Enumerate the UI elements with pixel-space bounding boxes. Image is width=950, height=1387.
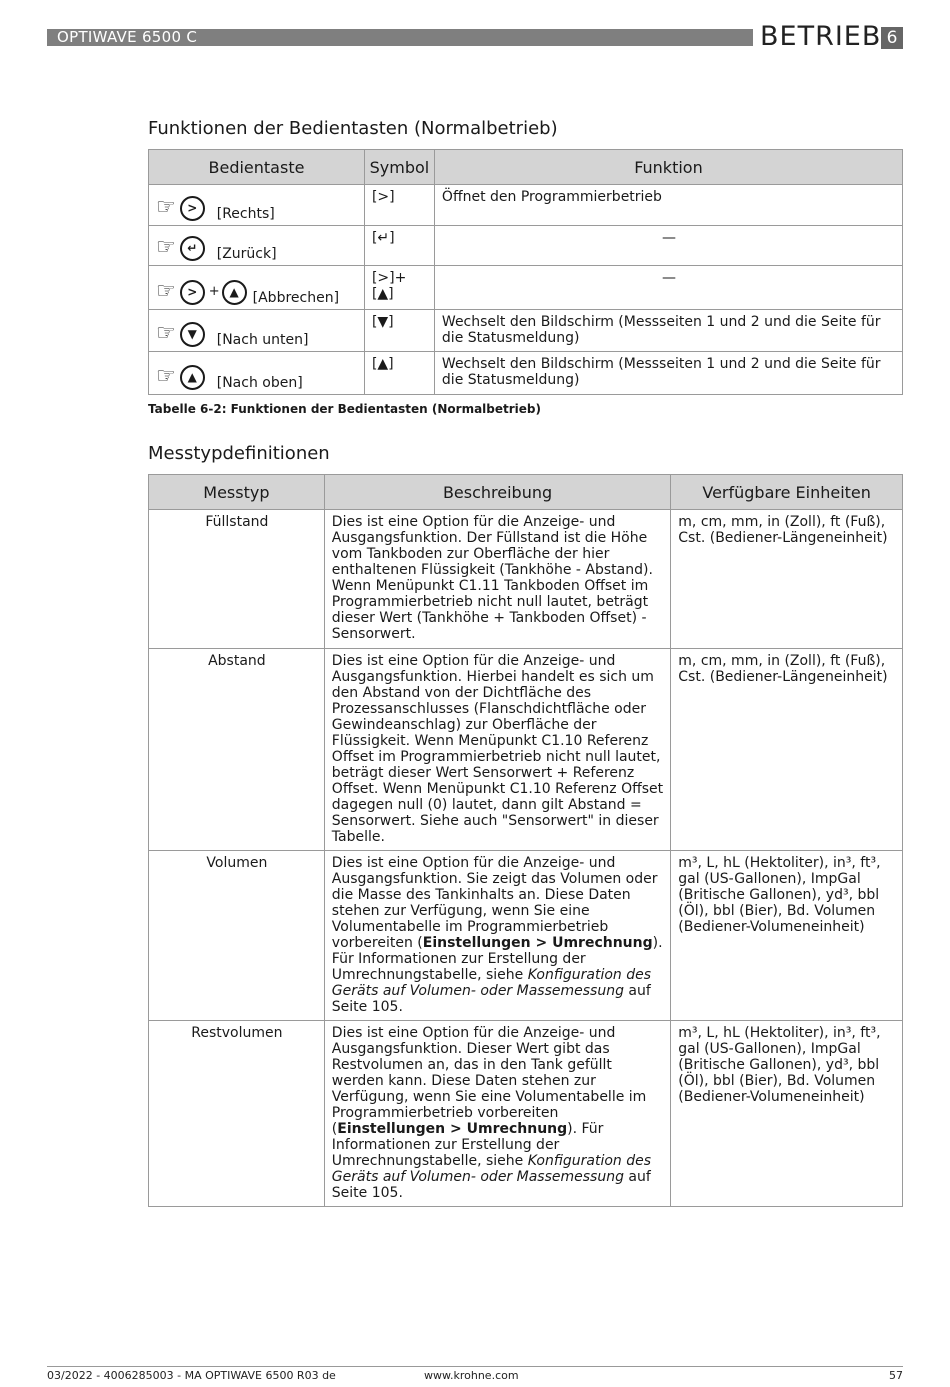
key-label: [Abbrechen] [252,290,340,306]
table-row [149,352,903,395]
enter-icon: ↵ [180,236,205,261]
footer-doc-id: 03/2022 - 4006285003 - MA OPTIWAVE 6500 R03 de [47,1369,336,1382]
key-cell [149,266,365,310]
description-cell: Dies ist eine Option für die Anzeige- und Ausgangsfunktion. Hierbei handelt es sich um den Abstand von der Dichtfläche des Prozessanschlusses (Flanschdichtfläche oder Gewindeanschlag) zur Oberfläche der Flüssigkeit. Wenn Menüpunkt C1.10 Referenz Offset im Programmierbetrieb nicht null lautet, beträgt dieser Wert Sensorwert + Referenz Offset. Wenn Menüpunkt C1.10 Referenz Offset dagegen null (0) lautet, dann gilt Abstand = Sensorwert. Siehe auch "Sensorwert" in dieser Tabelle. [324,649,670,851]
table-row [149,226,903,266]
menu-path: Einstellungen > Umrechnung [337,1121,568,1137]
column-header: Verfügbare Einheiten [671,475,903,510]
down-icon: ▼ [180,322,205,347]
column-header: Beschreibung [324,475,670,510]
function-cell: Öffnet den Programmierbetrieb [434,185,902,226]
footer-website[interactable]: www.krohne.com [424,1369,519,1382]
header-product: OPTIWAVE 6500 C [47,29,753,46]
key-cell [149,226,365,266]
units-cell: m, cm, mm, in (Zoll), ft (Fuß), Cst. (Bediener-Längeneinheit) [671,649,903,851]
type-cell: Abstand [149,649,325,851]
table-row [149,310,903,352]
up-icon: ▲ [222,280,247,305]
column-header: Messtyp [149,475,325,510]
cross-reference: Konfiguration des Geräts auf Volumen- oder Massemessung [331,1153,652,1185]
symbol-cell: [>] [364,185,434,226]
type-cell: Füllstand [149,510,325,649]
chapter-title: BETRIEB [760,21,882,52]
type-cell: Volumen [149,851,325,1021]
table-row [149,1021,903,1207]
plus-sign: + [208,284,220,299]
description-text: Dies ist eine Option für die Anzeige- und Ausgangsfunktion. Sie zeigt das Volumen oder die Masse des Tankinhalts an. Diese Daten stehen zur Verfügung, wenn Sie eine Volumentabelle im Programmierbetrieb vorbereiten ( [331,855,658,951]
key-cell [149,352,365,395]
key-label: [Rechts] [216,206,275,222]
type-cell: Restvolumen [149,1021,325,1207]
symbol-cell: [↵] [364,226,434,266]
key-label: [Nach oben] [216,375,303,391]
description-cell [324,1021,670,1207]
function-cell: Wechselt den Bildschirm (Messseiten 1 und 2 und die Seite für die Statusmeldung) [434,352,902,395]
table-row [149,851,903,1021]
function-cell: — [434,226,902,266]
footer-divider [47,1366,903,1367]
key-cell [149,310,365,352]
column-header: Funktion [434,150,902,185]
chapter-number: 6 [881,27,903,49]
section-title-keys: Funktionen der Bedientasten (Normalbetrieb) [148,118,558,139]
keys-table [148,149,903,395]
table-row [149,510,903,649]
units-cell: m³, L, hL (Hektoliter), in³, ft³, gal (US-Gallonen), ImpGal (Britische Gallonen), yd³, bbl (Öl), bbl (Bier), Bd. Volumen (Bediener-Volumeneinheit) [671,1021,903,1207]
description-text: Dies ist eine Option für die Anzeige- und Ausgangsfunktion. Dieser Wert gibt das Restvolumen an, das in den Tank gefüllt werden kann. Diese Daten stehen zur Verfügung, wenn Sie eine Volumentabelle im Programmierbetrieb vorbereiten ( [331,1025,647,1137]
description-text: ). Für Informationen zur Erstellung der Umrechnungstabelle, siehe [331,935,663,983]
cross-reference: Konfiguration des Geräts auf Volumen- oder Massemessung [331,967,652,999]
table-caption: Tabelle 6-2: Funktionen der Bedientasten (Normalbetrieb) [148,402,542,416]
right-icon: > [180,280,205,305]
column-header: Bedientaste [149,150,365,185]
units-cell: m³, L, hL (Hektoliter), in³, ft³, gal (US-Gallonen), ImpGal (Britische Gallonen), yd³, bbl (Öl), bbl (Bier), Bd. Volumen (Bediener-Volumeneinheit) [671,851,903,1021]
function-cell: — [434,266,902,310]
description-text: auf Seite 105. [331,983,651,1015]
measurement-types-table [148,474,903,1207]
table-row [149,649,903,851]
key-cell [149,185,365,226]
units-cell: m, cm, mm, in (Zoll), ft (Fuß), Cst. (Bediener-Längeneinheit) [671,510,903,649]
description-cell: Dies ist eine Option für die Anzeige- und Ausgangsfunktion. Der Füllstand ist die Höhe vom Tankboden zur Oberfläche der hier enthaltenen Flüssigkeit (Tankhöhe - Abstand). Wenn Menüpunkt C1.11 Tankboden Offset im Programmierbetrieb nicht null lautet, beträgt dieser Wert (Tankhöhe + Tankboden Offset) - Sensorwert. [324,510,670,649]
description-text: auf Seite 105. [331,1169,651,1201]
pointing-hand-icon: ☞ [156,321,176,346]
menu-path: Einstellungen > Umrechnung [422,935,653,951]
description-cell [324,851,670,1021]
up-icon: ▲ [180,365,205,390]
table-header-row [149,150,903,185]
function-cell: Wechselt den Bildschirm (Messseiten 1 und 2 und die Seite für die Statusmeldung) [434,310,902,352]
section-title-measurement-types: Messtypdefinitionen [148,443,330,464]
symbol-cell: [▼] [364,310,434,352]
symbol-cell: [▲] [364,352,434,395]
key-label: [Zurück] [216,246,277,262]
page-number: 57 [889,1369,903,1382]
description-text: ). Für Informationen zur Erstellung der Umrechnungstabelle, siehe [331,1121,604,1169]
key-label: [Nach unten] [216,332,309,348]
table-row [149,266,903,310]
symbol-cell: [>]+[▲] [364,266,434,310]
pointing-hand-icon: ☞ [156,279,176,304]
pointing-hand-icon: ☞ [156,235,176,260]
pointing-hand-icon: ☞ [156,364,176,389]
table-row [149,185,903,226]
right-icon: > [180,196,205,221]
column-header: Symbol [364,150,434,185]
table-header-row [149,475,903,510]
pointing-hand-icon: ☞ [156,195,176,220]
